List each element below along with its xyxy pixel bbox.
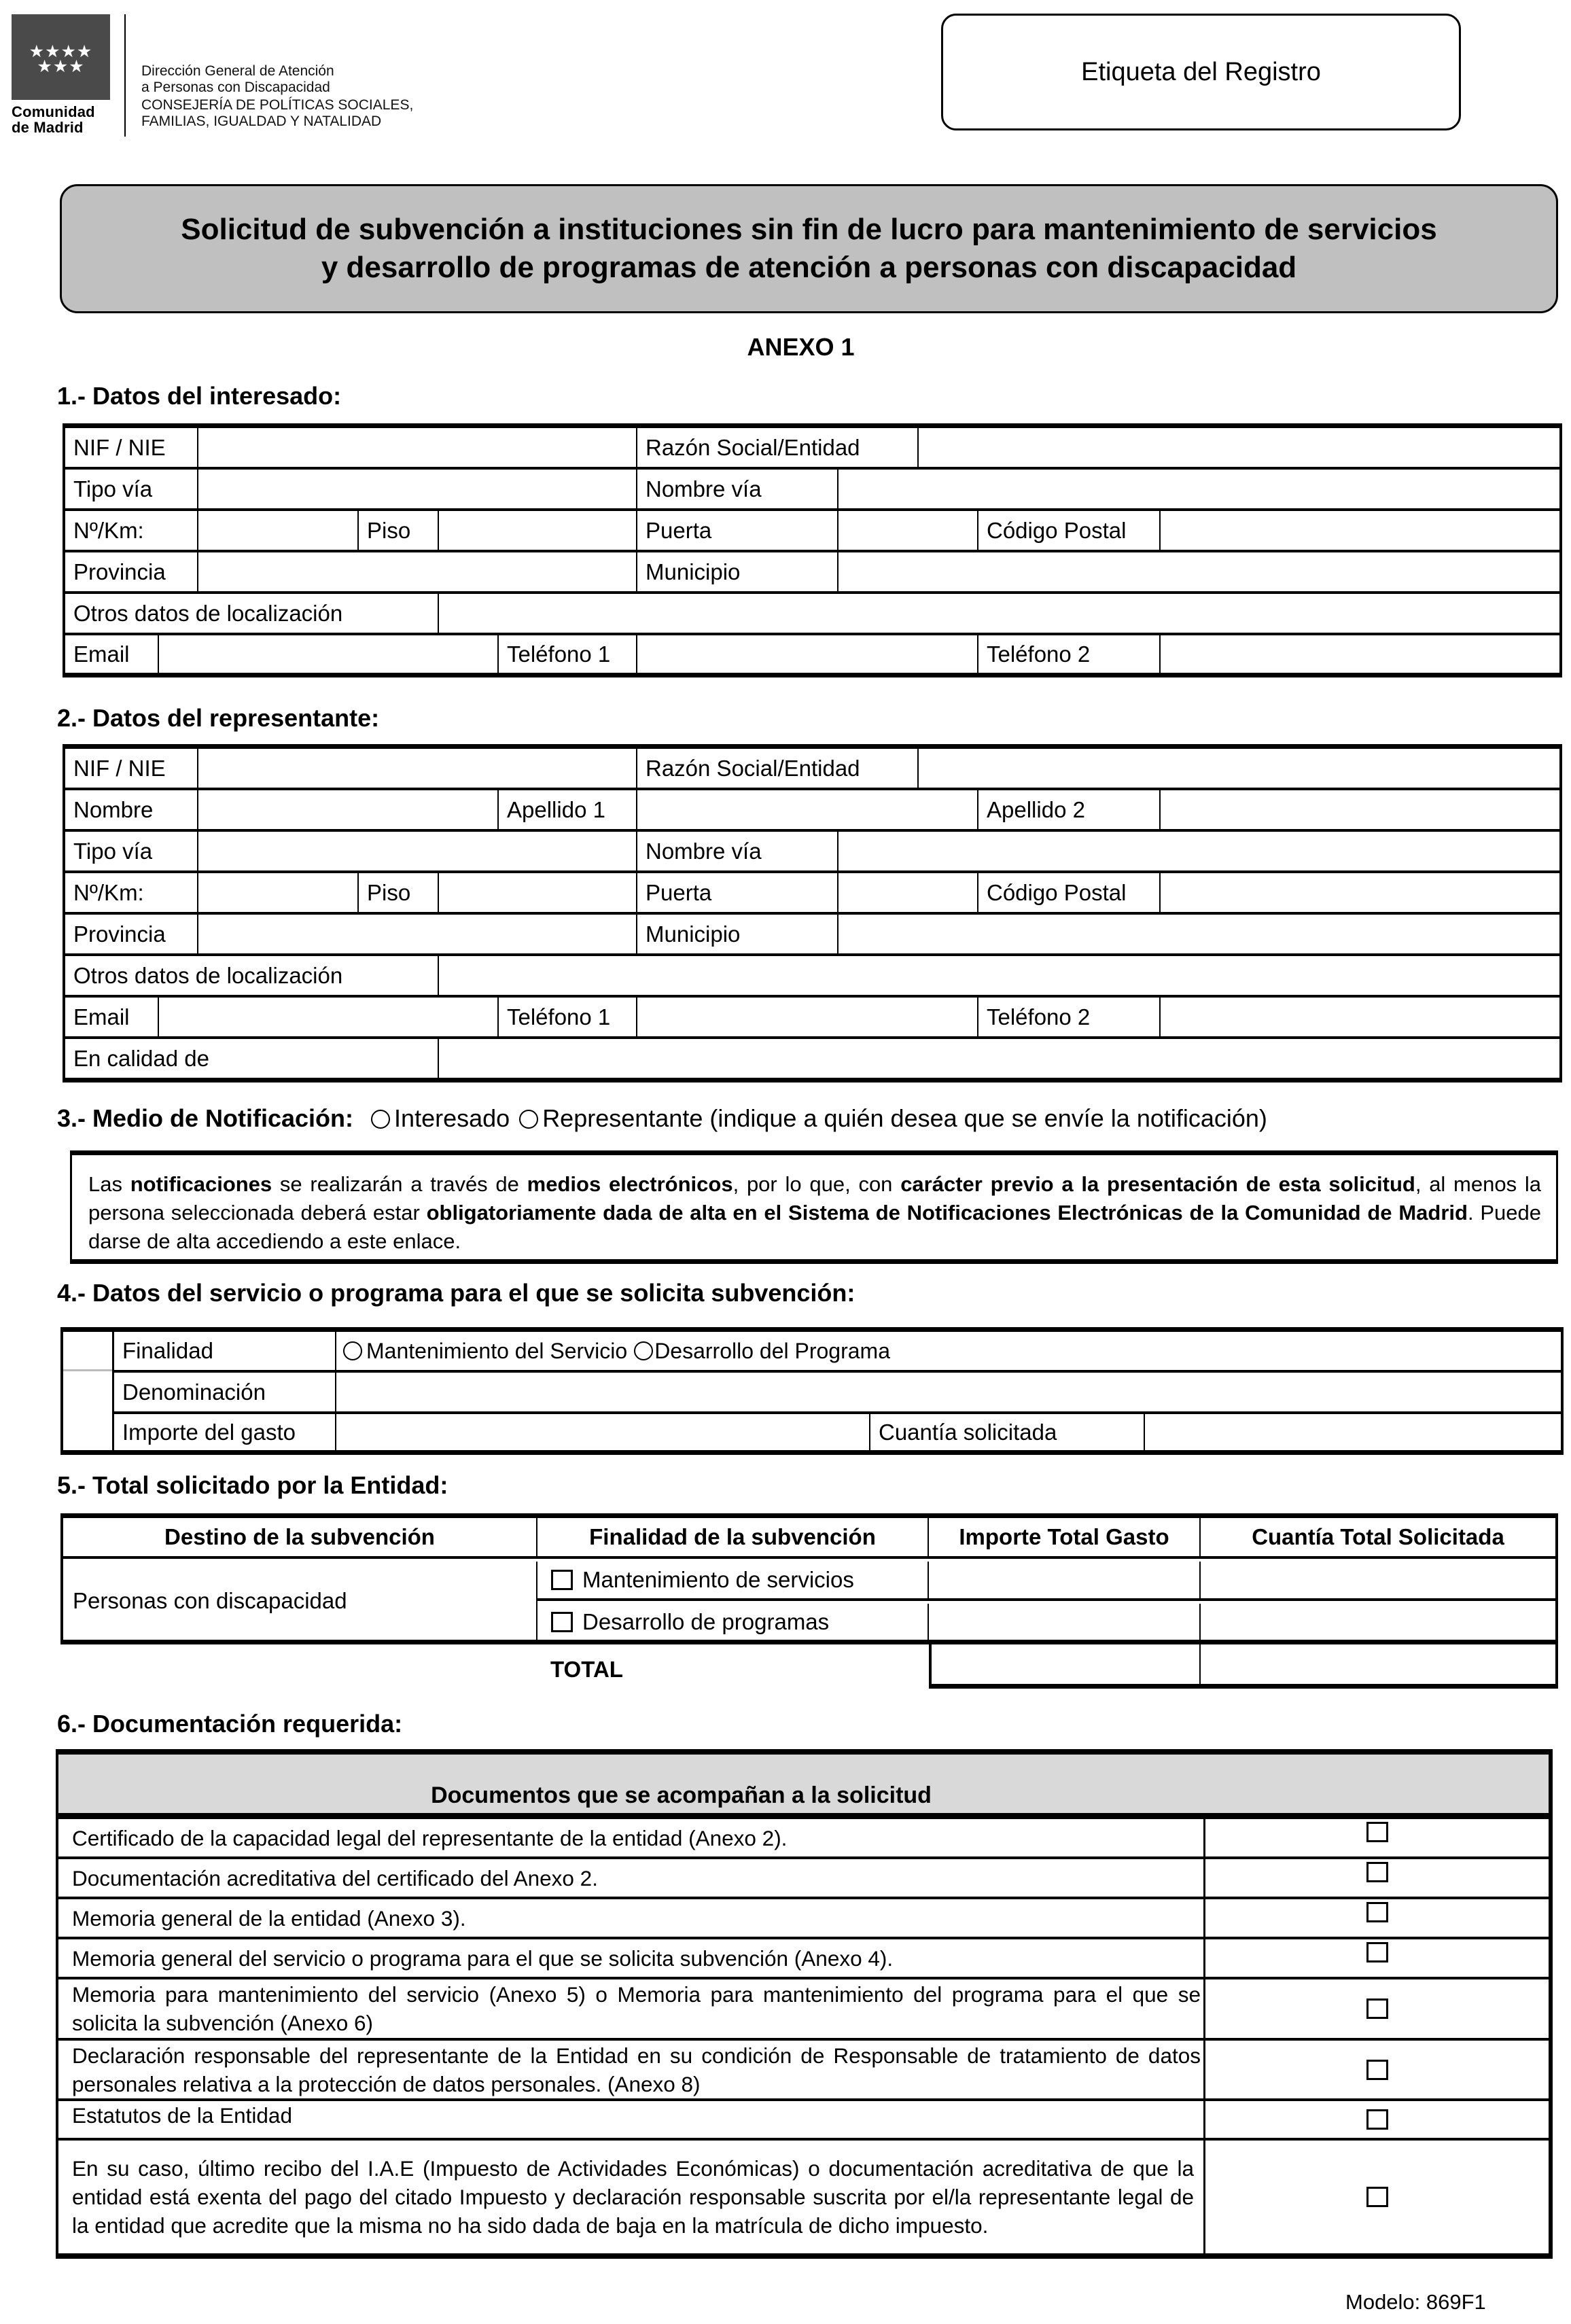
s4-label-finalidad: Finalidad — [114, 1332, 336, 1370]
section2-heading: 2.- Datos del representante: — [57, 704, 380, 732]
document-text — [58, 1899, 1205, 1937]
notification-notice — [70, 1150, 1558, 1264]
s2-apellido2-input[interactable] — [1161, 790, 1559, 829]
s2-piso-input[interactable] — [439, 873, 637, 912]
s2-razon-social-input[interactable] — [919, 749, 1559, 788]
radio-representante-label: Representante (indique a quién desea que se envíe la notificación) — [542, 1104, 1267, 1132]
notice-bold: carácter previo a la presentación de esta solicitud — [900, 1172, 1415, 1196]
document-text — [58, 2141, 1205, 2253]
notice-bold: obligatoriamente dada de alta en el Sistema de Notificaciones Electrónicas de la Comunidad de Madrid — [426, 1201, 1468, 1225]
s5-col-cuantia: Cuantía Total Solicitada — [1252, 1524, 1504, 1549]
s1-row-via — [65, 470, 1559, 511]
s2-label-puerta: Puerta — [637, 873, 839, 912]
document-checkbox-cell — [1205, 1939, 1549, 1977]
registry-label-text: Etiqueta del Registro — [1081, 57, 1321, 86]
radio-desarrollo-programa[interactable] — [634, 1341, 653, 1360]
radio-interesado-label: Interesado — [394, 1104, 510, 1132]
s2-row-contacto — [65, 998, 1559, 1039]
section1-table — [63, 423, 1562, 677]
s1-label-puerta: Puerta — [637, 511, 839, 550]
section1-heading: 1.- Datos del interesado: — [57, 382, 342, 410]
registry-label-box — [941, 14, 1461, 130]
s2-row-via — [65, 832, 1559, 873]
document-text-content: Memoria general de la entidad (Anexo 3). — [72, 1905, 466, 1931]
s2-row-provincia — [65, 915, 1559, 956]
s1-razon-social-input[interactable] — [919, 428, 1559, 467]
s1-label-provincia: Provincia — [65, 552, 198, 591]
document-text-content: En su caso, último recibo del I.A.E (Impuesto de Actividades Económicas) o documentación acreditativa de que la entidad está exenta del pago del citado Impuesto y declaración responsable suscrita por el/la representante legal de la entidad que acredite que la misma no ha sido dada de baja en la matrícula de dicho impuesto. — [72, 2156, 1194, 2238]
s4-label-denominacion: Denominación — [114, 1373, 336, 1411]
s5-total-label: TOTAL — [550, 1657, 623, 1682]
notice-link-text[interactable]: . Puede darse de alta accediendo a este enlace. — [88, 1201, 1541, 1253]
document-checkbox[interactable] — [1366, 2060, 1388, 2080]
s1-label-razon-social: Razón Social/Entidad — [637, 428, 919, 467]
s2-row-nombre — [65, 790, 1559, 832]
s1-nombre-via-input[interactable] — [839, 470, 1559, 508]
section3-line — [57, 1104, 1267, 1133]
document-checkbox-cell — [1205, 1979, 1549, 2038]
s2-label-otros-datos: Otros datos de localización — [65, 956, 439, 995]
s2-municipio-input[interactable] — [839, 915, 1559, 953]
s1-telefono1-input[interactable] — [637, 635, 978, 673]
document-checkbox[interactable] — [1366, 1902, 1388, 1922]
s2-row-otros — [65, 956, 1559, 998]
s4-importe-input[interactable] — [336, 1414, 870, 1450]
radio-interesado[interactable] — [371, 1110, 390, 1129]
s2-telefono2-input[interactable] — [1161, 998, 1559, 1036]
notice-bold: medios electrónicos — [527, 1172, 733, 1196]
s2-label-en-calidad-de: En calidad de — [65, 1039, 439, 1078]
notice-text: Las — [88, 1172, 130, 1196]
document-text — [58, 1859, 1205, 1897]
document-checkbox[interactable] — [1366, 1862, 1388, 1882]
s4-denominacion-input[interactable] — [336, 1373, 1561, 1411]
document-text-content: Documentación acreditativa del certificado del Anexo 2. — [72, 1865, 598, 1890]
section5-heading: 5.- Total solicitado por la Entidad: — [57, 1471, 448, 1499]
s1-puerta-input[interactable] — [839, 511, 978, 550]
document-text-content: Memoria general del servicio o programa para el que se solicita subvención (Anexo 4). — [72, 1946, 894, 1971]
section2-table — [63, 744, 1562, 1082]
document-text — [58, 2041, 1205, 2098]
s2-label-codigo-postal: Código Postal — [978, 873, 1161, 912]
s1-row-provincia — [65, 552, 1559, 594]
s5-label-desarrollo: Desarrollo de programas — [582, 1608, 830, 1634]
s4-body — [114, 1332, 1561, 1450]
s4-finalidad-options — [336, 1332, 1561, 1370]
s1-nif-input[interactable] — [198, 428, 637, 467]
documents-table — [56, 1749, 1553, 2259]
s2-label-nif: NIF / NIE — [65, 749, 198, 788]
section3-heading: 3.- Medio de Notificación: — [57, 1104, 354, 1132]
s2-nombre-via-input[interactable] — [839, 832, 1559, 870]
comunidad-madrid-logo — [12, 14, 110, 100]
s5-finalidad-desarrollo — [537, 1604, 929, 1640]
s5-col-destino: Destino de la subvención — [63, 1518, 537, 1556]
section5-table — [60, 1513, 1558, 1644]
annex-label: ANEXO 1 — [747, 333, 855, 361]
document-checkbox[interactable] — [1366, 1822, 1388, 1842]
s4-label-importe: Importe del gasto — [114, 1414, 336, 1450]
document-checkbox-cell — [1205, 2141, 1549, 2253]
notice-text: , por lo que, con — [732, 1172, 901, 1196]
document-checkbox-cell — [1205, 1819, 1549, 1856]
s4-side-divider — [63, 1369, 112, 1371]
s5-row-mantenimiento — [537, 1562, 1555, 1601]
document-checkbox-cell — [1205, 1859, 1549, 1897]
department-line4: FAMILIAS, IGUALDAD Y NATALIDAD — [141, 113, 382, 129]
s1-label-telefono1: Teléfono 1 — [499, 635, 637, 673]
s2-telefono1-input[interactable] — [637, 998, 978, 1036]
s1-label-nombre-via: Nombre vía — [637, 470, 839, 508]
s2-nif-input[interactable] — [198, 749, 637, 788]
s1-tipo-via-input[interactable] — [198, 470, 637, 508]
s5-destino-value: Personas con discapacidad — [63, 1562, 537, 1640]
s1-label-municipio: Municipio — [637, 552, 839, 591]
s1-row-numero — [65, 511, 1559, 552]
radio-mantenimiento-servicio[interactable] — [343, 1341, 362, 1360]
s2-email-input[interactable] — [159, 998, 499, 1036]
document-row — [58, 1897, 1549, 1937]
s2-label-telefono1: Teléfono 1 — [499, 998, 637, 1036]
s2-label-apellido2: Apellido 2 — [978, 790, 1161, 829]
s2-row-numero — [65, 873, 1559, 915]
s1-telefono2-input[interactable] — [1161, 635, 1559, 673]
s1-provincia-input[interactable] — [198, 552, 637, 591]
notice-text: se realizarán a través de — [272, 1172, 527, 1196]
logo-name-line2: de Madrid — [12, 119, 84, 136]
s2-apellido1-input[interactable] — [637, 790, 978, 829]
model-number: Modelo: 869F1 — [1345, 2290, 1486, 2314]
header-divider — [124, 14, 126, 137]
s1-label-nif: NIF / NIE — [65, 428, 198, 467]
form-title — [60, 184, 1558, 313]
s2-codigo-postal-input[interactable] — [1161, 873, 1559, 912]
document-row — [58, 2038, 1549, 2098]
s5-checkbox-mantenimiento[interactable] — [551, 1570, 573, 1590]
s2-numero-input[interactable] — [198, 873, 359, 912]
document-row — [58, 1856, 1549, 1897]
s2-label-email: Email — [65, 998, 159, 1036]
document-text-content: Certificado de la capacidad legal del representante de la entidad (Anexo 2). — [72, 1825, 788, 1850]
s4-row-finalidad — [114, 1332, 1561, 1373]
s2-otros-datos-input[interactable] — [439, 956, 1559, 995]
document-checkbox[interactable] — [1366, 1942, 1388, 1962]
s2-row-calidad — [65, 1039, 1559, 1078]
s1-piso-input[interactable] — [439, 511, 637, 550]
s2-label-telefono2: Teléfono 2 — [978, 998, 1161, 1036]
s5-cuantia-desarrollo-input[interactable] — [1201, 1604, 1555, 1640]
s2-row-nif — [65, 749, 1559, 790]
logo-name-line1: Comunidad — [12, 103, 95, 120]
section4-table — [60, 1327, 1564, 1455]
s5-col-importe: Importe Total Gasto — [929, 1518, 1201, 1556]
s2-label-municipio: Municipio — [637, 915, 839, 953]
s2-label-tipo-via: Tipo vía — [65, 832, 198, 870]
s5-finalidad-mantenimiento — [537, 1562, 929, 1598]
document-row — [58, 1937, 1549, 1977]
document-row — [58, 1977, 1549, 2038]
s1-row-otros — [65, 594, 1559, 635]
document-checkbox-cell — [1205, 1899, 1549, 1937]
department-line2: a Personas con Discapacidad — [141, 80, 330, 95]
s4-row-denominacion — [114, 1373, 1561, 1414]
form-title-line1: Solicitud de subvención a instituciones sin fin de lucro para mantenimiento de servicios — [181, 213, 1437, 246]
document-text-content: Declaración responsable del representante de la Entidad en su condición de Responsable de tratamiento de datos personales relativa a la protección de datos personales. (Anexo 8) — [72, 2043, 1201, 2096]
s2-label-nombre-via: Nombre vía — [637, 832, 839, 870]
s2-label-nombre: Nombre — [65, 790, 198, 829]
s2-provincia-input[interactable] — [198, 915, 637, 953]
document-checkbox[interactable] — [1366, 2187, 1388, 2207]
documents-table-title — [58, 1755, 1549, 1816]
s2-tipo-via-input[interactable] — [198, 832, 637, 870]
s1-label-numero: Nº/Km: — [65, 511, 198, 550]
document-checkbox[interactable] — [1366, 2109, 1388, 2130]
s4-side-column — [63, 1332, 114, 1450]
s1-label-otros-datos: Otros datos de localización — [65, 594, 439, 633]
document-text-content: Estatutos de la Entidad — [72, 2103, 292, 2128]
s2-label-numero: Nº/Km: — [65, 873, 198, 912]
s1-label-tipo-via: Tipo vía — [65, 470, 198, 508]
s2-label-piso: Piso — [359, 873, 439, 912]
s4-row-importe — [114, 1414, 1561, 1450]
document-text — [58, 1819, 1205, 1856]
s1-codigo-postal-input[interactable] — [1161, 511, 1559, 550]
s1-municipio-input[interactable] — [839, 552, 1559, 591]
s4-cuantia-input[interactable] — [1145, 1414, 1561, 1450]
section4-heading: 4.- Datos del servicio o programa para el que se solicita subvención: — [57, 1279, 855, 1307]
s1-row-nif — [65, 428, 1559, 470]
s5-col-finalidad: Finalidad de la subvención — [537, 1518, 929, 1556]
document-text-content: Memoria para mantenimiento del servicio (Anexo 5) o Memoria para mantenimiento del programa para el que se solicita la subvención (Anexo 6) — [72, 1982, 1201, 2035]
s5-cuantia-mantenimiento-input[interactable] — [1201, 1562, 1555, 1598]
s5-checkbox-desarrollo[interactable] — [551, 1612, 573, 1632]
document-row — [58, 1816, 1549, 1856]
s2-en-calidad-de-input[interactable] — [439, 1039, 1559, 1078]
s5-total-row — [929, 1640, 1558, 1689]
s2-label-provincia: Provincia — [65, 915, 198, 953]
s1-otros-datos-input[interactable] — [439, 594, 1559, 633]
stars-icon — [12, 41, 110, 76]
s1-label-telefono2: Teléfono 2 — [978, 635, 1161, 673]
s5-row-desarrollo — [537, 1604, 1555, 1640]
form-title-line2: y desarrollo de programas de atención a personas con discapacidad — [321, 251, 1297, 284]
document-checkbox[interactable] — [1366, 1999, 1388, 2019]
documents-table-title-text: Documentos que se acompañan a la solicitud — [431, 1782, 932, 1808]
notice-bold: notificaciones — [130, 1172, 272, 1196]
s5-importe-mantenimiento-input[interactable] — [929, 1562, 1201, 1598]
document-row — [58, 2098, 1549, 2138]
s1-row-contacto — [65, 635, 1559, 673]
s1-email-input[interactable] — [159, 635, 499, 673]
s2-nombre-input[interactable] — [198, 790, 499, 829]
s2-puerta-input[interactable] — [839, 873, 978, 912]
s1-label-piso: Piso — [359, 511, 439, 550]
stars-top-row: ★★★★ — [29, 41, 93, 61]
document-text — [58, 1939, 1205, 1977]
s5-total-cuantia-input[interactable] — [1201, 1640, 1555, 1684]
stars-bottom-row: ★★★ — [37, 56, 85, 76]
s4-label-cuantia: Cuantía solicitada — [870, 1414, 1145, 1450]
s1-label-email: Email — [65, 635, 159, 673]
document-checkbox-cell — [1205, 2041, 1549, 2098]
notice-text: , al menos la persona seleccionada deberá estar — [88, 1172, 1541, 1225]
s2-label-apellido1: Apellido 1 — [499, 790, 637, 829]
radio-desarrollo-programa-label: Desarrollo del Programa — [654, 1338, 890, 1363]
document-text — [58, 1979, 1205, 2038]
s1-numero-input[interactable] — [198, 511, 359, 550]
s2-label-razon-social: Razón Social/Entidad — [637, 749, 919, 788]
department-block — [141, 63, 413, 130]
s1-label-codigo-postal: Código Postal — [978, 511, 1161, 550]
document-text — [58, 2101, 1205, 2138]
radio-mantenimiento-servicio-label: Mantenimiento del Servicio — [366, 1338, 628, 1363]
s5-label-mantenimiento: Mantenimiento de servicios — [582, 1567, 854, 1592]
department-line3: CONSEJERÍA DE POLÍTICAS SOCIALES, — [141, 97, 414, 113]
department-line1: Dirección General de Atención — [141, 63, 334, 79]
s5-total-importe-input[interactable] — [932, 1640, 1201, 1684]
radio-representante[interactable] — [519, 1110, 538, 1129]
document-row — [58, 2138, 1549, 2253]
document-checkbox-cell — [1205, 2101, 1549, 2138]
s5-importe-desarrollo-input[interactable] — [929, 1604, 1201, 1640]
section6-heading: 6.- Documentación requerida: — [57, 1710, 403, 1738]
s5-header-row — [63, 1518, 1555, 1559]
logo-wordmark — [12, 104, 110, 135]
